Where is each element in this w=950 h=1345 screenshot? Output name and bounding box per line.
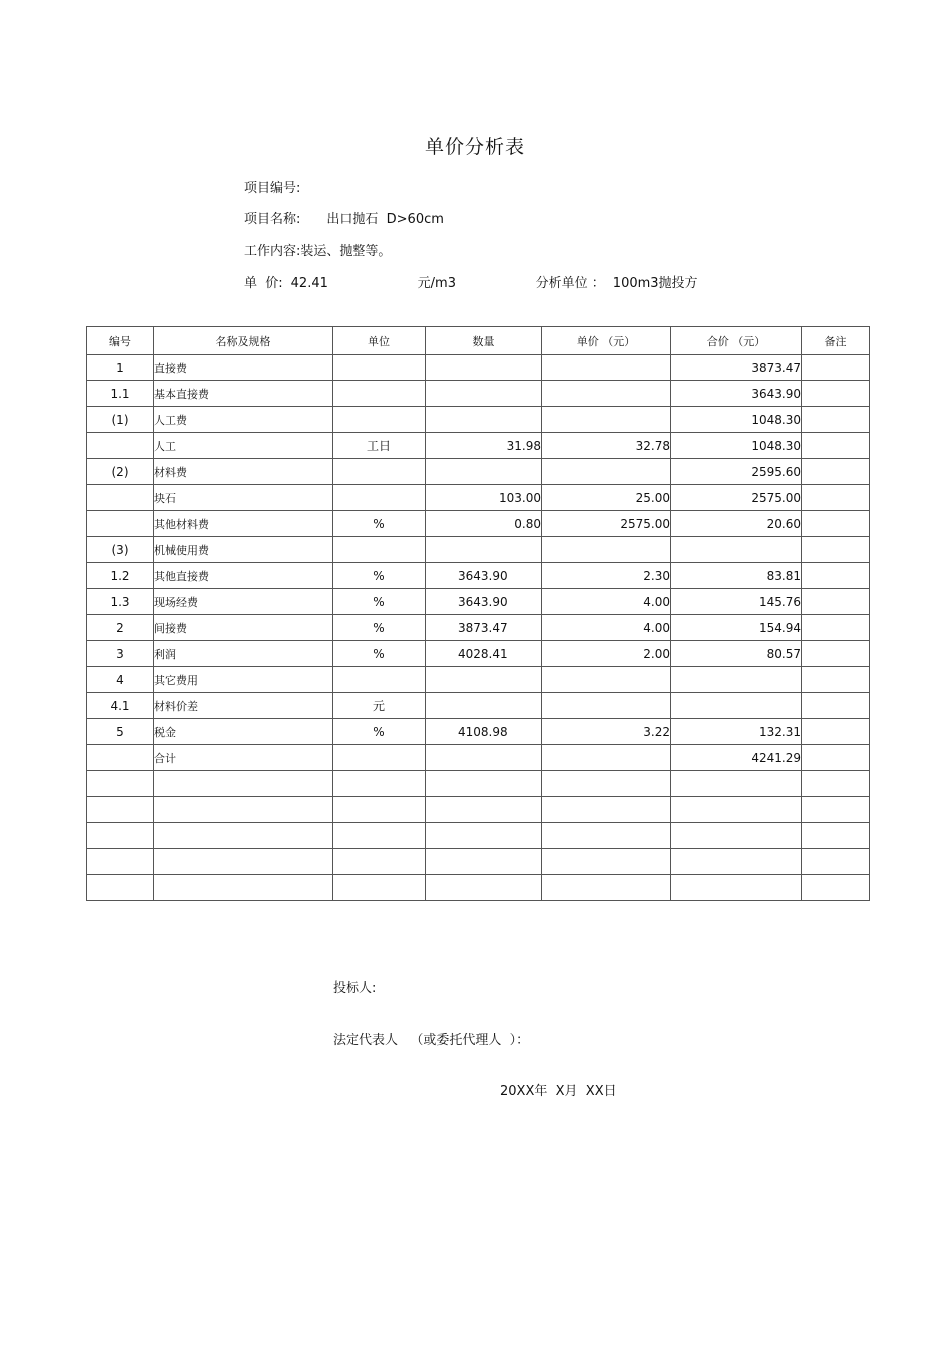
item-note bbox=[802, 537, 870, 563]
item-unit-price bbox=[542, 693, 671, 719]
item-name: 其它费用 bbox=[154, 667, 333, 693]
item-name bbox=[154, 875, 333, 901]
table-row bbox=[87, 381, 870, 407]
unit-price-label: 单 价: bbox=[244, 276, 283, 291]
table-row bbox=[87, 355, 870, 381]
item-total-price: 132.31 bbox=[671, 719, 802, 745]
table-row bbox=[87, 875, 870, 901]
row-number bbox=[87, 745, 154, 771]
table-row bbox=[87, 823, 870, 849]
project-code-label: 项目编号: bbox=[244, 181, 301, 196]
item-total-price bbox=[671, 849, 802, 875]
project-name-value: 出口抛石 D>60cm bbox=[326, 212, 444, 227]
item-quantity bbox=[426, 771, 542, 797]
table-row bbox=[87, 563, 870, 589]
analysis-unit-value: 100m3抛投方 bbox=[612, 276, 698, 291]
item-quantity bbox=[426, 745, 542, 771]
table-row bbox=[87, 615, 870, 641]
item-unit: % bbox=[333, 641, 426, 667]
item-quantity bbox=[426, 667, 542, 693]
item-total-price bbox=[671, 537, 802, 563]
item-quantity: 3873.47 bbox=[426, 615, 542, 641]
item-unit bbox=[333, 771, 426, 797]
item-note bbox=[802, 563, 870, 589]
item-total-price: 1048.30 bbox=[671, 407, 802, 433]
project-name-line bbox=[244, 208, 444, 227]
item-quantity: 31.98 bbox=[426, 433, 542, 459]
row-number bbox=[87, 511, 154, 537]
row-number: 2 bbox=[87, 615, 154, 641]
item-unit-price: 3.22 bbox=[542, 719, 671, 745]
item-note bbox=[802, 459, 870, 485]
item-total-price: 20.60 bbox=[671, 511, 802, 537]
item-unit bbox=[333, 381, 426, 407]
item-quantity bbox=[426, 693, 542, 719]
item-name: 间接费 bbox=[154, 615, 333, 641]
item-total-price bbox=[671, 823, 802, 849]
row-number bbox=[87, 433, 154, 459]
item-quantity bbox=[426, 381, 542, 407]
item-unit bbox=[333, 875, 426, 901]
unit-price-value: 42.41 bbox=[290, 276, 328, 291]
item-unit-price: 2.30 bbox=[542, 563, 671, 589]
item-total-price: 83.81 bbox=[671, 563, 802, 589]
row-number: 4.1 bbox=[87, 693, 154, 719]
table-row bbox=[87, 485, 870, 511]
item-total-price: 3643.90 bbox=[671, 381, 802, 407]
work-content-value: 装运、抛整等。 bbox=[300, 244, 392, 259]
item-unit-price bbox=[542, 745, 671, 771]
item-quantity: 4028.41 bbox=[426, 641, 542, 667]
item-unit-price bbox=[542, 407, 671, 433]
item-unit-price bbox=[542, 797, 671, 823]
item-total-price bbox=[671, 875, 802, 901]
header-total-price: 合价 （元） bbox=[671, 327, 802, 355]
price-analysis-table bbox=[86, 326, 870, 901]
header-unit: 单位 bbox=[333, 327, 426, 355]
row-number bbox=[87, 875, 154, 901]
row-number: 1.3 bbox=[87, 589, 154, 615]
item-unit bbox=[333, 745, 426, 771]
item-name: 机械使用费 bbox=[154, 537, 333, 563]
item-unit: 工日 bbox=[333, 433, 426, 459]
item-unit: 元 bbox=[333, 693, 426, 719]
item-unit-price: 4.00 bbox=[542, 589, 671, 615]
item-unit-price bbox=[542, 459, 671, 485]
item-quantity bbox=[426, 823, 542, 849]
item-unit-price bbox=[542, 823, 671, 849]
item-name bbox=[154, 797, 333, 823]
item-total-price bbox=[671, 797, 802, 823]
item-unit bbox=[333, 485, 426, 511]
project-code-line bbox=[244, 177, 300, 196]
bidder-label: 投标人: bbox=[333, 981, 377, 996]
row-number: 1 bbox=[87, 355, 154, 381]
table-row bbox=[87, 745, 870, 771]
analysis-unit-label: 分析单位 ： bbox=[535, 276, 605, 291]
item-total-price: 80.57 bbox=[671, 641, 802, 667]
table-row bbox=[87, 459, 870, 485]
item-name bbox=[154, 823, 333, 849]
item-quantity bbox=[426, 849, 542, 875]
item-unit-price: 2.00 bbox=[542, 641, 671, 667]
item-name: 块石 bbox=[154, 485, 333, 511]
item-name: 税金 bbox=[154, 719, 333, 745]
table-row bbox=[87, 407, 870, 433]
table-row bbox=[87, 433, 870, 459]
item-total-price bbox=[671, 771, 802, 797]
item-note bbox=[802, 745, 870, 771]
table-row bbox=[87, 667, 870, 693]
row-number bbox=[87, 797, 154, 823]
item-note bbox=[802, 823, 870, 849]
row-number bbox=[87, 485, 154, 511]
header-no: 编号 bbox=[87, 327, 154, 355]
table-row bbox=[87, 589, 870, 615]
item-unit bbox=[333, 797, 426, 823]
table-row bbox=[87, 537, 870, 563]
table-row bbox=[87, 693, 870, 719]
item-unit-price bbox=[542, 381, 671, 407]
item-unit: % bbox=[333, 563, 426, 589]
item-quantity bbox=[426, 459, 542, 485]
item-note bbox=[802, 615, 870, 641]
item-total-price: 3873.47 bbox=[671, 355, 802, 381]
table-row bbox=[87, 797, 870, 823]
item-unit bbox=[333, 823, 426, 849]
table-row bbox=[87, 849, 870, 875]
item-unit-price: 32.78 bbox=[542, 433, 671, 459]
item-unit-price bbox=[542, 355, 671, 381]
row-number: 4 bbox=[87, 667, 154, 693]
item-name: 合计 bbox=[154, 745, 333, 771]
item-quantity bbox=[426, 797, 542, 823]
item-unit bbox=[333, 667, 426, 693]
header-note: 备注 bbox=[802, 327, 870, 355]
work-content-line bbox=[244, 240, 391, 259]
row-number: (2) bbox=[87, 459, 154, 485]
header-name: 名称及规格 bbox=[154, 327, 333, 355]
table-header-row bbox=[87, 327, 870, 355]
item-note bbox=[802, 771, 870, 797]
legal-representative-label: 法定代表人 （或委托代理人 ）： bbox=[333, 1033, 530, 1048]
project-name-label: 项目名称: bbox=[244, 212, 301, 227]
item-unit-price bbox=[542, 875, 671, 901]
item-quantity: 4108.98 bbox=[426, 719, 542, 745]
item-name bbox=[154, 849, 333, 875]
item-name: 材料价差 bbox=[154, 693, 333, 719]
item-note bbox=[802, 797, 870, 823]
row-number bbox=[87, 771, 154, 797]
item-name: 利润 bbox=[154, 641, 333, 667]
item-unit-price: 4.00 bbox=[542, 615, 671, 641]
header-unit-price: 单价 （元） bbox=[542, 327, 671, 355]
item-quantity: 103.00 bbox=[426, 485, 542, 511]
item-unit: % bbox=[333, 589, 426, 615]
table-row bbox=[87, 771, 870, 797]
document-title: 单价分析表 bbox=[424, 136, 525, 158]
item-total-price: 2595.60 bbox=[671, 459, 802, 485]
item-total-price: 145.76 bbox=[671, 589, 802, 615]
item-name: 基本直接费 bbox=[154, 381, 333, 407]
item-unit bbox=[333, 849, 426, 875]
item-unit-price bbox=[542, 537, 671, 563]
item-unit bbox=[333, 407, 426, 433]
item-note bbox=[802, 433, 870, 459]
row-number: 5 bbox=[87, 719, 154, 745]
item-unit-price bbox=[542, 849, 671, 875]
item-unit-price: 25.00 bbox=[542, 485, 671, 511]
item-name: 现场经费 bbox=[154, 589, 333, 615]
item-total-price: 2575.00 bbox=[671, 485, 802, 511]
item-name: 人工 bbox=[154, 433, 333, 459]
item-name bbox=[154, 771, 333, 797]
signature-date: 20XX年 X月 XX日 bbox=[500, 1084, 617, 1099]
row-number: 3 bbox=[87, 641, 154, 667]
item-name: 材料费 bbox=[154, 459, 333, 485]
row-number: (1) bbox=[87, 407, 154, 433]
item-total-price bbox=[671, 693, 802, 719]
item-note bbox=[802, 589, 870, 615]
item-unit bbox=[333, 537, 426, 563]
header-quantity: 数量 bbox=[426, 327, 542, 355]
table-row bbox=[87, 641, 870, 667]
item-note bbox=[802, 849, 870, 875]
row-number bbox=[87, 823, 154, 849]
item-note bbox=[802, 485, 870, 511]
item-note bbox=[802, 381, 870, 407]
item-quantity: 0.80 bbox=[426, 511, 542, 537]
item-unit bbox=[333, 355, 426, 381]
row-number: 1.2 bbox=[87, 563, 154, 589]
item-note bbox=[802, 719, 870, 745]
table-row bbox=[87, 511, 870, 537]
item-note bbox=[802, 875, 870, 901]
item-unit-price bbox=[542, 771, 671, 797]
item-name: 其他材料费 bbox=[154, 511, 333, 537]
unit-price-unit: 元/m3 bbox=[417, 276, 456, 291]
item-name: 直接费 bbox=[154, 355, 333, 381]
row-number bbox=[87, 849, 154, 875]
item-unit: % bbox=[333, 719, 426, 745]
table-row bbox=[87, 719, 870, 745]
item-total-price: 154.94 bbox=[671, 615, 802, 641]
item-total-price: 4241.29 bbox=[671, 745, 802, 771]
item-note bbox=[802, 667, 870, 693]
item-total-price bbox=[671, 667, 802, 693]
unit-price-line bbox=[244, 272, 698, 291]
item-unit-price: 2575.00 bbox=[542, 511, 671, 537]
item-total-price: 1048.30 bbox=[671, 433, 802, 459]
item-note bbox=[802, 407, 870, 433]
item-quantity bbox=[426, 537, 542, 563]
item-quantity: 3643.90 bbox=[426, 563, 542, 589]
item-note bbox=[802, 355, 870, 381]
item-unit bbox=[333, 459, 426, 485]
item-quantity bbox=[426, 355, 542, 381]
item-name: 人工费 bbox=[154, 407, 333, 433]
work-content-label: 工作内容: bbox=[244, 244, 301, 259]
item-quantity bbox=[426, 875, 542, 901]
item-unit-price bbox=[542, 667, 671, 693]
row-number: 1.1 bbox=[87, 381, 154, 407]
item-quantity: 3643.90 bbox=[426, 589, 542, 615]
item-unit: % bbox=[333, 511, 426, 537]
item-note bbox=[802, 641, 870, 667]
item-name: 其他直接费 bbox=[154, 563, 333, 589]
item-note bbox=[802, 511, 870, 537]
item-note bbox=[802, 693, 870, 719]
row-number: (3) bbox=[87, 537, 154, 563]
item-unit: % bbox=[333, 615, 426, 641]
item-quantity bbox=[426, 407, 542, 433]
